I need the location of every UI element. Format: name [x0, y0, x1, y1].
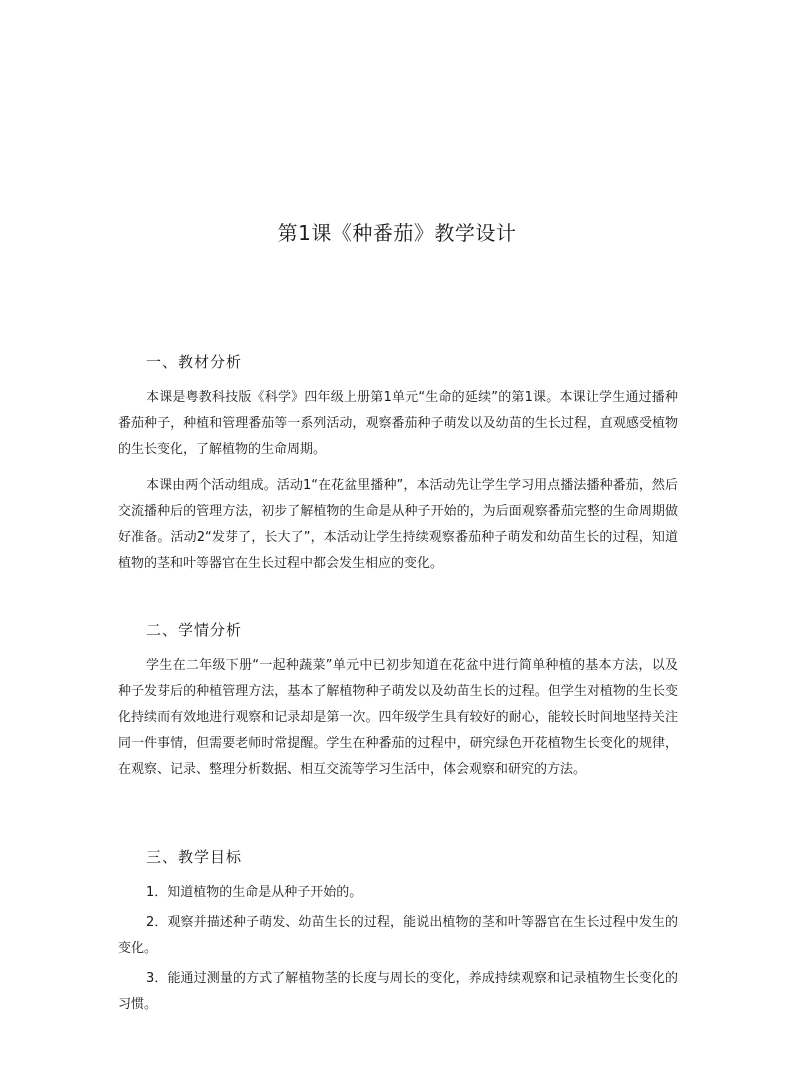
- paragraph: 学生在二年级下册“一起种蔬菜”单元中已初步知道在花盆中进行简单种植的基本方法，以及种子发芽后的种植管理方法，基本了解植物种子萌发以及幼苗生长的过程。但学生对植物的生长变化持续而有效地进行观察和记录却是第一次。四年级学生具有较好的耐心，能较长时间地坚持关注同一件事情，但需要老师时常提醒。学生在种番茄的过程中，研究绿色开花植物生长变化的规律，在观察、记录、整理分析数据、相互交流等学习生活中，体会观察和研究的方法。: [118, 658, 678, 777]
- section-heading: 三、教学目标: [146, 848, 243, 866]
- section-teaching-objectives: [118, 846, 678, 1022]
- paragraph: 本课是粤教科技版《科学》四年级上册第1单元“生命的延续”的第1课。本课让学生通过播种番茄种子，种植和管理番茄等一系列活动，观察番茄种子萌发以及幼苗的生长过程，直观感受植物的生长变化，了解植物的生命周期。: [118, 390, 678, 457]
- objective-item: 2．观察并描述种子萌发、幼苗生长的过程，能说出植物的茎和叶等器官在生长过程中发生的变化。: [118, 915, 678, 956]
- section-heading: 一、教材分析: [146, 353, 243, 371]
- paragraph: 本课由两个活动组成。活动1“在花盆里播种”，本活动先让学生学习用点播法播种番茄，然后交流播种后的管理方法，初步了解植物的生命是从种子开始的，为后面观察番茄完整的生命周期做好准备。活动2“发芽了，长大了”，本活动让学生持续观察番茄种子萌发和幼苗生长的过程，知道植物的茎和叶等器官在生长过程中都会发生相应的变化。: [118, 478, 678, 571]
- objective-item: 3．能通过测量的方式了解植物茎的长度与周长的变化，养成持续观察和记录植物生长变化的习惯。: [118, 971, 678, 1012]
- document-title: 第1课《种番茄》教学设计: [277, 221, 517, 245]
- section-textbook-analysis: [118, 351, 678, 587]
- objective-item: 1．知道植物的生命是从种子开始的。: [146, 885, 363, 900]
- section-student-analysis: [118, 619, 678, 793]
- section-heading: 二、学情分析: [146, 621, 243, 639]
